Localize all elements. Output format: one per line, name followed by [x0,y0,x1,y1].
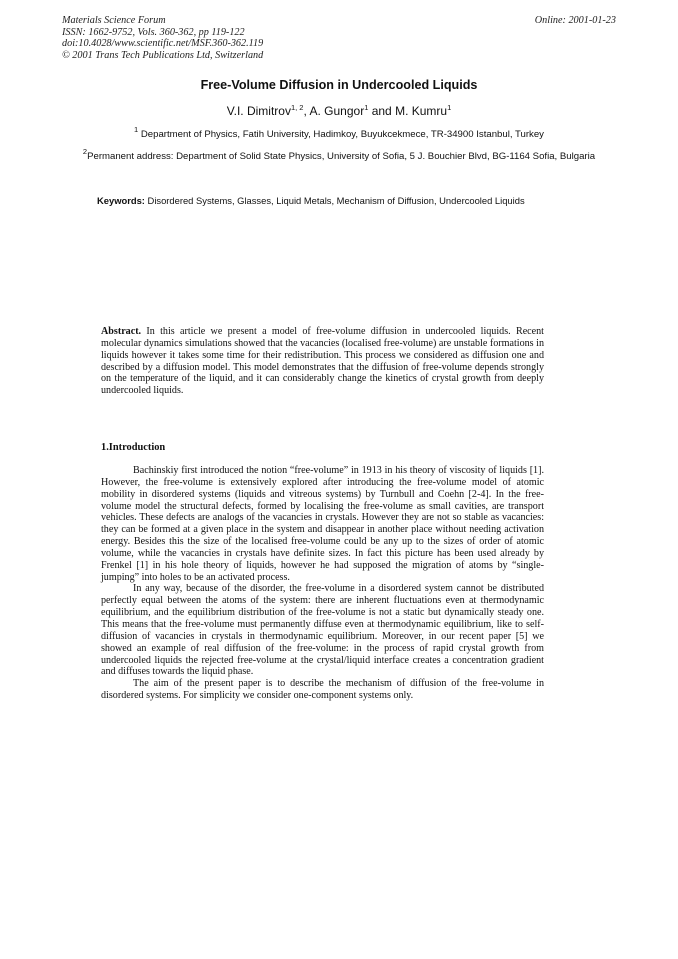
affiliation-text: Permanent address: Department of Solid State Physics, University of Sofia, 5 J. Bouchier Blvd, BG-1164 Sofia, Bulgaria [87,151,596,162]
abstract-label: Abstract. [101,326,142,337]
author-separator: , [303,104,310,118]
author-affiliation-mark: 1 [447,103,452,112]
journal-issn: ISSN: 1662-9752, Vols. 360-362, pp 119-122 [62,26,245,38]
keywords-text: Disordered Systems, Glasses, Liquid Metals, Mechanism of Diffusion, Undercooled Liquids [147,195,525,206]
body-paragraph: Bachinskiy first introduced the notion “free-volume” in 1913 in his theory of viscosity of liquids [1]. However, the free-volume is extensively explored after introducing the free-volume model of atomic mobility in disordered systems (liquids and vitreous systems) by Turnbull and Coehn [2-4]. In the free-volume model the structural defects, formed by localising the free-volume as small cavities, are transport vehicles. These defects are analogs of the vacancies in crystals. However they are not so stable as vacancies: they can be formed at a given place in the system and disappear in another place without needing activation energy. Besides this the size of the localised free-volume could be any up to the sizes of order of atomic volume, while the vacancies in crystals have definite sizes. In fact this picture has been used already by Frenkel [1] in his hole theory of liquids, however he had supposed the migration of atoms by “single-jumping” into holes to be an activated process. [101,465,544,583]
abstract-text: In this article we present a model of free-volume diffusion in undercooled liquids. Recent molecular dynamics simulations showed that the vacancies (localised free-volume) are unstable formations in liquids however it takes some time for their redistribution. This process we considered as diffusion one and described by a diffusion model. This model demonstrates that the diffusion of free-volume depends strongly on the temperature of the liquid, and it can considerably change the kinetics of crystal growth from deeply undercooled liquids. [101,326,544,397]
body-text [101,465,544,702]
journal-copyright: © 2001 Trans Tech Publications Ltd, Switzerland [62,49,264,61]
author-name: A. Gungor [309,104,365,118]
journal-name: Materials Science Forum [62,15,166,26]
body-paragraph: The aim of the present paper is to describe the mechanism of diffusion of the free-volume in disordered systems. For simplicity we consider one-component systems only. [101,678,544,702]
affiliation-mark: 2 [82,147,88,156]
journal-doi[interactable]: doi:10.4028/www.scientific.net/MSF.360-362.119 [62,38,264,50]
keywords [97,195,552,207]
author-name: V.I. Dimitrov [226,104,291,118]
author-list [0,104,678,118]
author-name: M. Kumru [395,104,448,118]
affiliation-text: Department of Physics, Fatih University, Hadimkoy, Buyukcekmece, TR-34900 Istanbul, Turkey [140,129,544,140]
section-heading: 1.Introduction [101,442,166,453]
author-separator: and [368,104,396,118]
paper-title: Free-Volume Diffusion in Undercooled Liquids [200,78,478,92]
affiliation-1 [0,125,678,142]
journal-citation [62,15,422,61]
abstract [101,326,544,397]
author-affiliation-mark: 1, 2 [290,103,304,112]
affiliation-mark: 1 [134,125,139,134]
affiliation-2 [0,147,678,164]
online-date: Online: 2001-01-23 [534,15,616,26]
author-affiliation-mark: 1 [364,103,369,112]
keywords-label: Keywords: [97,195,145,206]
body-paragraph: In any way, because of the disorder, the free-volume in a disordered system cannot be distributed perfectly equal between the atoms of the system: there are inherent fluctuations even at thermodynamic equilibrium, and the equilibrium distribution of the free-volume is not a static but dynamically steady one. This means that the free-volume must permanently diffuse even at thermodynamic equilibrium, like to self-diffusion of vacancies in crystals in thermodynamic equilibrium. Moreover, in our recent paper [5] we showed an example of real diffusion of the free-volume: in the process of rapid crystal growth from undercooled liquids the rejected free-volume at the crystal/liquid interface creates a concentration gradient and diffuses towards the liquid phase. [101,583,544,678]
